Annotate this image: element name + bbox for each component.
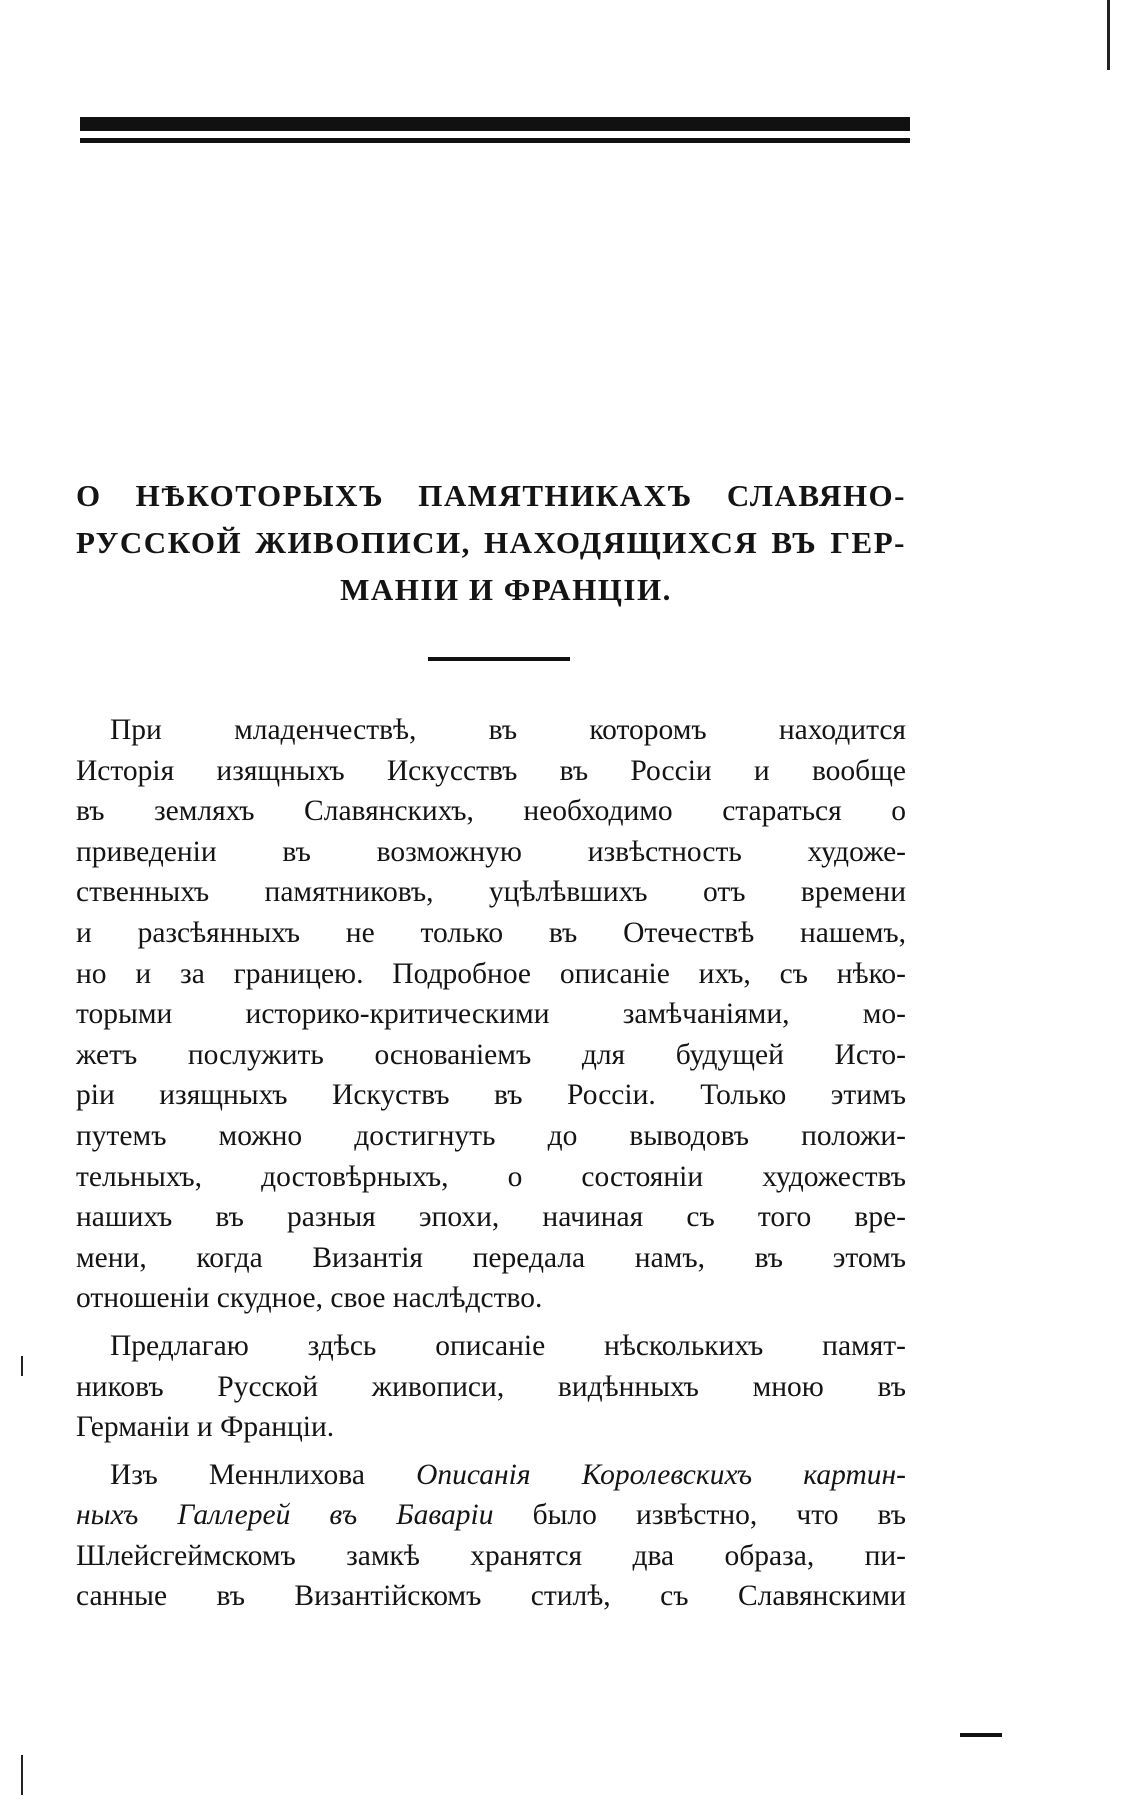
header-double-rule <box>80 117 910 145</box>
header-rule-thin <box>80 138 910 143</box>
margin-dash-right <box>960 1733 1002 1737</box>
text-line: тельныхъ, достовѣрныхъ, о состояніи художествъ <box>76 1160 906 1193</box>
title-line-1: О НѢКОТОРЫХЪ ПАМЯТНИКАХЪ СЛАВЯНО- <box>76 478 906 513</box>
italic-book-title: Описанія Королевскихъ картин- <box>416 1458 906 1491</box>
margin-mark-left <box>21 1356 23 1376</box>
text-line: жетъ послужить основаніемъ для будущей Исто- <box>76 1038 906 1071</box>
text-line: путемъ можно достигнуть до выводовъ положи- <box>76 1119 906 1152</box>
header-rule-thick <box>80 117 910 131</box>
title-line-3: МАНІИ И ФРАНЦІИ. <box>340 572 672 607</box>
article-title <box>76 472 906 613</box>
text-line: Предлагаю здѣсь описаніе нѣсколькихъ памят- <box>110 1329 906 1362</box>
margin-mark-left-bottom <box>21 1755 23 1795</box>
text-line: При младенчествѣ, въ которомъ находится <box>110 714 906 746</box>
text-line <box>76 1495 906 1536</box>
text-line: Германіи и Франціи. <box>76 1411 335 1444</box>
text-line: приведеніи въ возможную извѣстность художе- <box>76 835 906 868</box>
title-separator-rule <box>428 657 570 661</box>
text-line: санные въ Византійскомъ стилѣ, съ Славянскими <box>76 1580 906 1613</box>
text-line: Шлейсгеймскомъ замкѣ хранятся два образа, пи- <box>76 1539 906 1572</box>
text-line: никовъ Русской живописи, видѣнныхъ мною въ <box>76 1370 906 1403</box>
paragraph-3 <box>76 1455 906 1617</box>
text-line: ріи изящныхъ Искуствъ въ Россіи. Только этимъ <box>76 1079 906 1112</box>
text-run: было извѣстно, что въ <box>493 1499 906 1532</box>
text-run: Изъ Меннлихова <box>110 1458 417 1491</box>
text-line: ственныхъ памятниковъ, уцѣлѣвшихъ отъ времени <box>76 876 906 909</box>
page-edge-mark-top <box>1107 0 1110 70</box>
paragraph-1 <box>76 710 906 1319</box>
text-line: торыми историко-критическими замѣчаніями, мо- <box>76 998 906 1031</box>
title-line-2: РУССКОЙ ЖИВОПИСИ, НАХОДЯЩИХСЯ ВЪ ГЕР- <box>76 525 906 560</box>
italic-book-title: ныхъ Галлерей въ Баваріи <box>76 1499 494 1532</box>
text-line: нашихъ въ разныя эпохи, начиная съ того вре- <box>76 1201 906 1234</box>
article-body <box>76 710 906 1624</box>
text-line: мени, когда Византія передала намъ, въ этомъ <box>76 1241 906 1274</box>
text-line: въ земляхъ Славянскихъ, необходимо стараться о <box>76 795 906 828</box>
text-line <box>76 1455 906 1496</box>
text-line: отношеніи скудное, свое наслѣдство. <box>76 1282 543 1315</box>
text-line: и разсѣянныхъ не только въ Отечествѣ нашемъ, <box>76 916 906 949</box>
text-line: Исторія изящныхъ Искусствъ въ Россіи и вообще <box>76 754 906 787</box>
paragraph-2 <box>76 1326 906 1448</box>
text-line: но и за границею. Подробное описаніе ихъ, съ нѣко- <box>76 957 906 990</box>
